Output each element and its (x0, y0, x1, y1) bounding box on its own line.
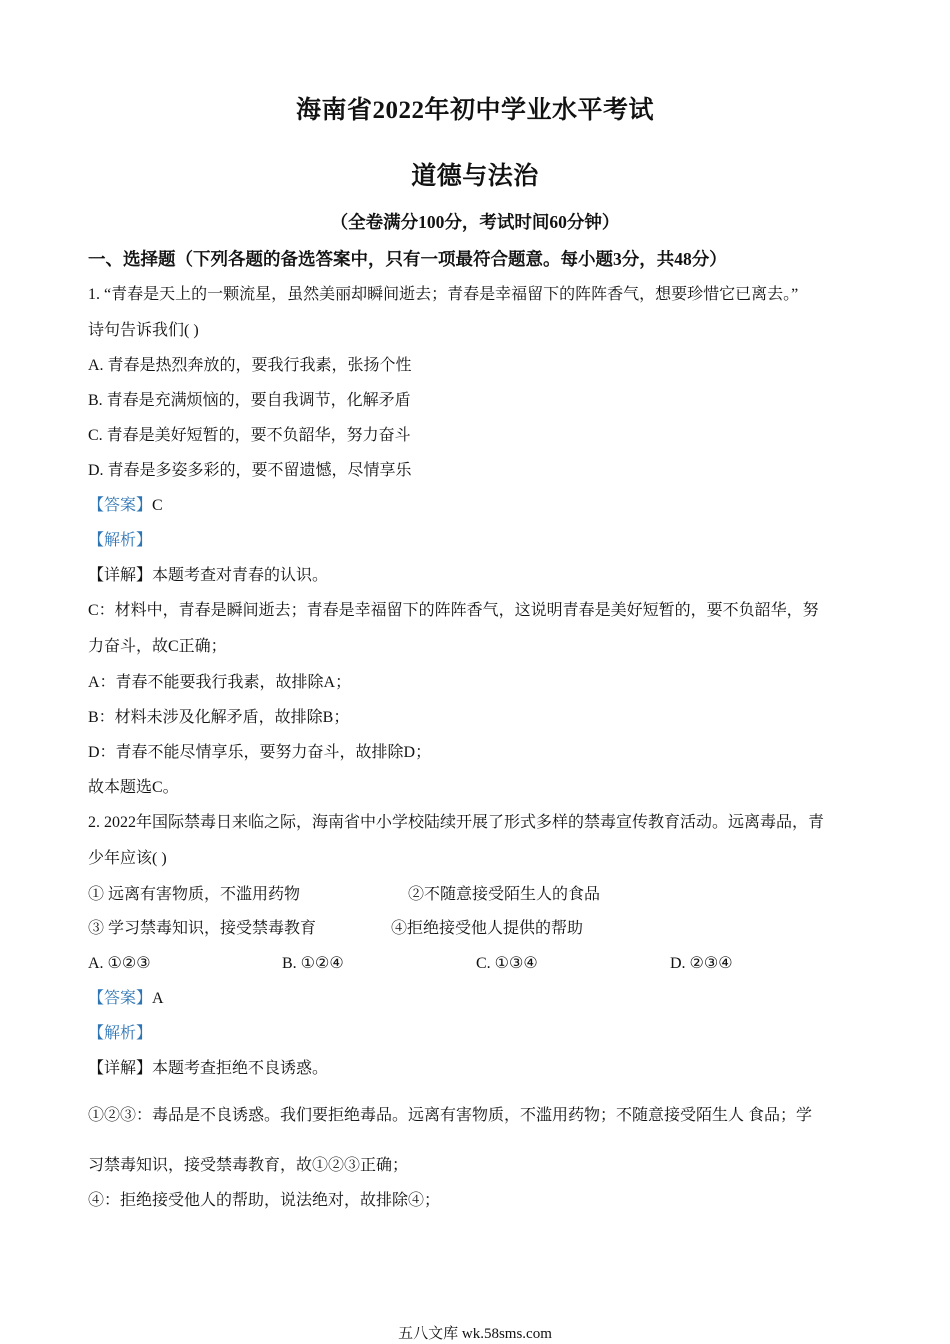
q2-explanation-1: ①②③：毒品是不良诱惑。我们要拒绝毒品。远离有害物质，不滥用药物；不随意接受陌生人 食品；学 (88, 1107, 813, 1124)
q2-detail: 【详解】本题考查拒绝不良诱惑。 (88, 1060, 329, 1077)
q1-option-d: D. 青春是多姿多彩的，要不留遗憾，尽情享乐 (88, 462, 412, 479)
q2-answer (88, 988, 164, 1010)
q1-explanation-5: D：青春不能尽情享乐，要努力奋斗，故排除D； (88, 744, 432, 761)
footer-watermark: 五八文库 wk.58sms.com (398, 1326, 552, 1342)
q2-explanation-3: ④：拒绝接受他人的帮助，说法绝对，故排除④； (88, 1192, 441, 1209)
q1-detail: 【详解】本题考查对青春的认识。 (88, 567, 329, 584)
exam-note: （全卷满分100分，考试时间60分钟） (330, 212, 620, 232)
exam-title: 海南省2022年初中学业水平考试 (295, 97, 654, 124)
q1-stem-line2: 诗句告诉我们( ) (88, 322, 199, 339)
q1-explanation-4: B：材料未涉及化解矛盾，故排除B； (88, 709, 350, 726)
q1-answer (88, 495, 163, 517)
q2-analysis-label: 【解析】 (88, 1025, 153, 1042)
q2-option-b: B. ①②④ (282, 955, 344, 972)
q2-item-2: ②不随意接受陌生人的食品 (408, 886, 601, 903)
q2-option-d: D. ②③④ (670, 955, 733, 972)
q1-analysis-label: 【解析】 (88, 532, 153, 549)
answer-value: A (152, 990, 164, 1007)
q1-explanation-6: 故本题选C。 (88, 779, 179, 796)
section-heading: 一、选择题（下列各题的备选答案中，只有一项最符合题意。每小题3分，共48分） (88, 249, 727, 269)
q1-option-a: A. 青春是热烈奔放的，要我行我素，张扬个性 (88, 357, 412, 374)
q2-stem-line1: 2. 2022年国际禁毒日来临之际，海南省中小学校陆续开展了形式多样的禁毒宣传教育活动。远离毒品，青 (88, 814, 825, 831)
q2-item-4: ④拒绝接受他人提供的帮助 (391, 920, 584, 937)
q1-explanation-2: 力奋斗，故C正确； (88, 638, 227, 655)
q1-explanation-3: A：青春不能要我行我素，故排除A； (88, 674, 352, 691)
q1-option-b: B. 青春是充满烦恼的，要自我调节，化解矛盾 (88, 392, 411, 409)
subject-title: 道德与法治 (411, 163, 539, 190)
answer-label: 【答案】 (88, 497, 153, 514)
q2-item-3: ③ 学习禁毒知识，接受禁毒教育 (88, 920, 317, 937)
q2-explanation-2: 习禁毒知识，接受禁毒教育，故①②③正确； (88, 1157, 409, 1174)
q1-option-c: C. 青春是美好短暂的，要不负韶华，努力奋斗 (88, 427, 411, 444)
q2-option-a: A. ①②③ (88, 955, 151, 972)
q2-option-c: C. ①③④ (476, 955, 538, 972)
answer-label: 【答案】 (88, 990, 153, 1007)
q2-stem-line2: 少年应该( ) (88, 850, 167, 867)
answer-value: C (152, 497, 163, 514)
q1-stem-line1: 1. “青春是天上的一颗流星，虽然美丽却瞬间逝去；青春是幸福留下的阵阵香气，想要珍惜它已离去。” (88, 286, 799, 303)
q2-item-1: ① 远离有害物质，不滥用药物 (88, 886, 301, 903)
q1-explanation-1: C：材料中，青春是瞬间逝去；青春是幸福留下的阵阵香气，这说明青春是美好短暂的，要不负韶华，努 (88, 602, 819, 619)
